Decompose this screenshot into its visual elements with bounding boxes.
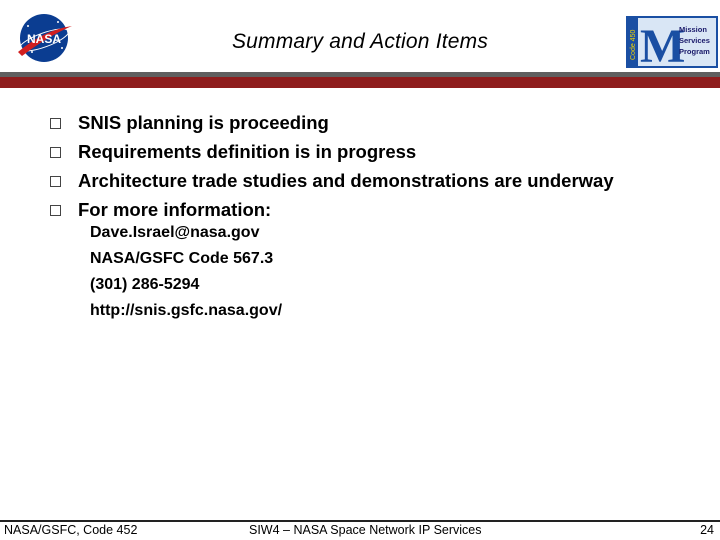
checkbox-bullet-icon [50, 176, 61, 187]
contact-url[interactable]: http://snis.gsfc.nasa.gov/ [90, 302, 283, 319]
mission-word: Mission [679, 25, 707, 34]
contact-email[interactable]: Dave.Israel@nasa.gov [90, 224, 260, 241]
code-450-text: Code 450 [630, 29, 637, 60]
bullet-text: For more information: [78, 198, 272, 220]
page-number: 24 [700, 523, 714, 537]
contact-phone: (301) 286-5294 [90, 276, 200, 293]
list-item [50, 166, 614, 195]
footer-center: SIW4 – NASA Space Network IP Services [249, 523, 482, 537]
footer-rule [0, 520, 720, 522]
contact-code: NASA/GSFC Code 567.3 [90, 250, 274, 267]
slide-title: Summary and Action Items [231, 30, 489, 53]
header-rule-red [0, 77, 720, 88]
nasa-logo-text: NASA [26, 32, 62, 46]
bullet-text: Architecture trade studies and demonstrations are underway [78, 169, 614, 191]
checkbox-bullet-icon [50, 147, 61, 158]
list-item [50, 195, 614, 224]
checkbox-bullet-icon [50, 205, 61, 216]
bullet-text: Requirements definition is in progress [78, 140, 417, 162]
mission-services-program-logo [626, 16, 718, 68]
bullet-list [50, 108, 614, 224]
m-letter: M [640, 20, 686, 68]
program-word: Program [679, 47, 710, 56]
services-word: Services [679, 36, 710, 45]
list-item [50, 108, 614, 137]
checkbox-bullet-icon [50, 118, 61, 129]
bullet-text: SNIS planning is proceeding [78, 111, 329, 133]
contact-info [90, 222, 282, 326]
footer-left: NASA/GSFC, Code 452 [4, 523, 138, 537]
list-item [50, 137, 614, 166]
